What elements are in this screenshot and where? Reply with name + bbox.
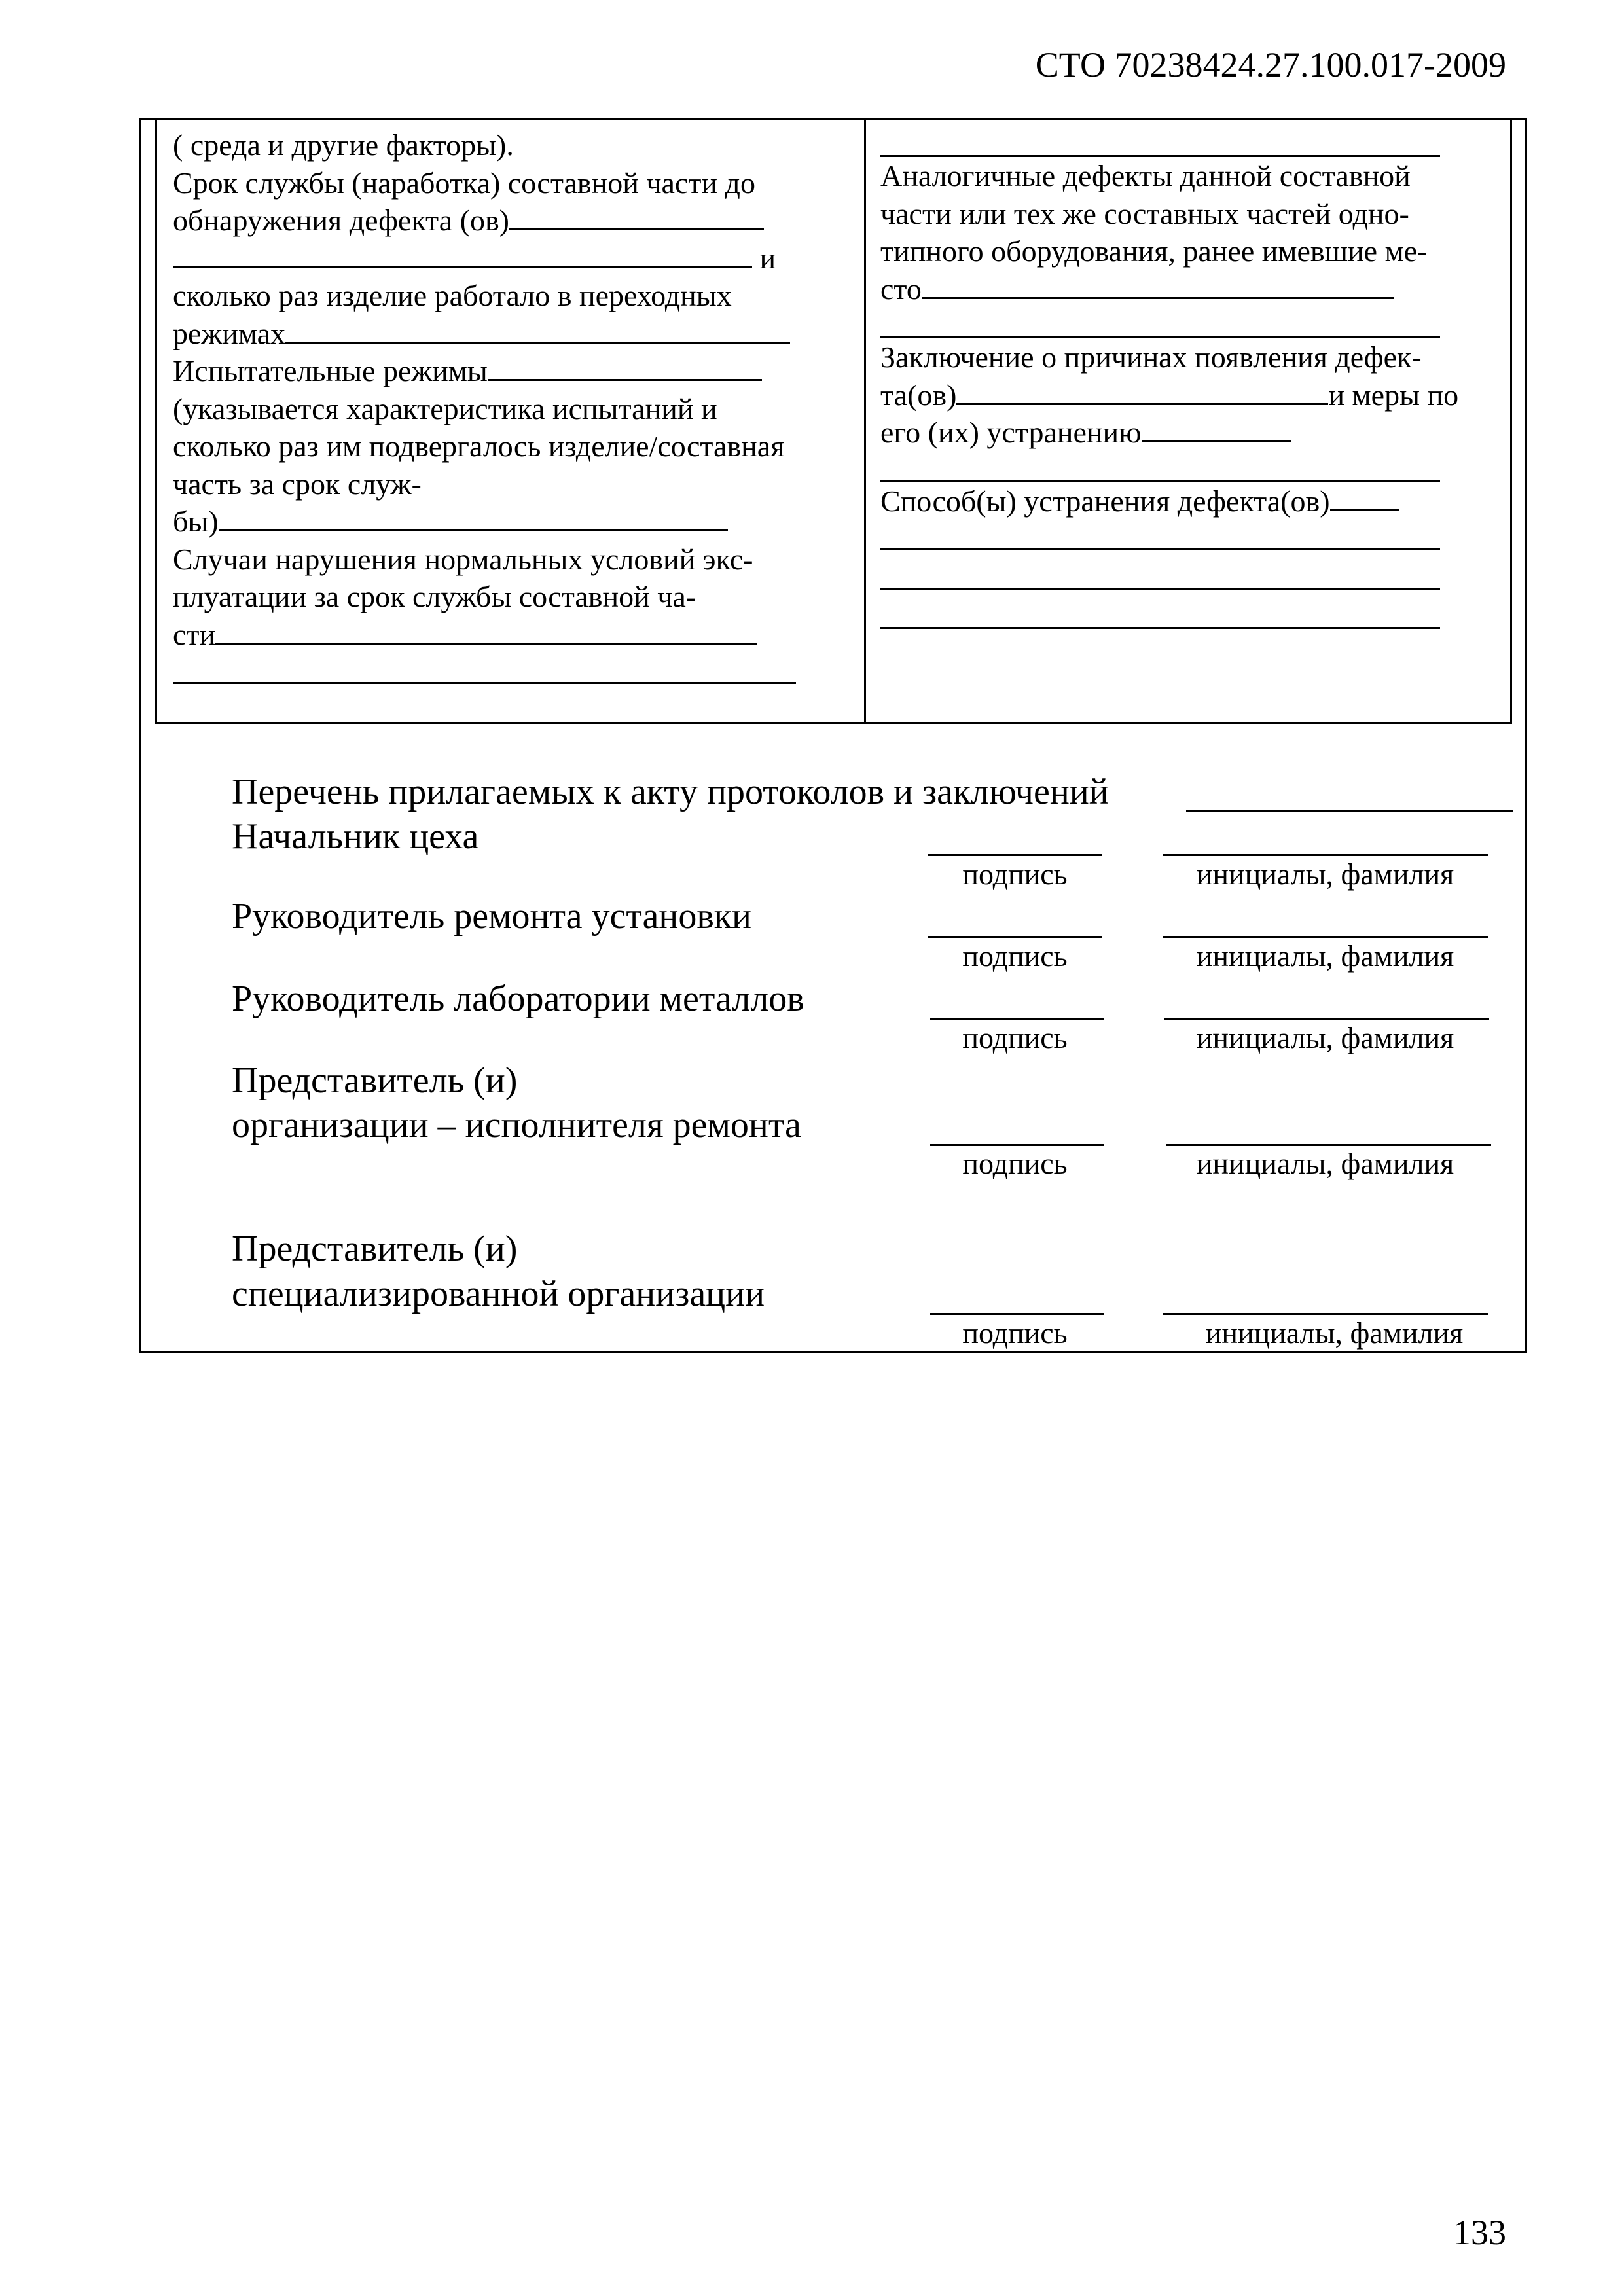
text-line: часть за срок служ- — [173, 467, 422, 501]
cause-conclusion-field[interactable] — [956, 377, 1328, 405]
right-cell — [880, 126, 1502, 629]
name-field-repair-manager[interactable] — [1163, 936, 1488, 938]
name-field-shop-head[interactable] — [1163, 854, 1488, 856]
elimination-method-field-4[interactable] — [880, 598, 1440, 629]
signatory-label-repair-manager: Руководитель ремонта установки — [232, 896, 751, 937]
text-line: (указывается характеристика испытаний и — [173, 391, 717, 425]
name-field-specialized-org-rep[interactable] — [1163, 1313, 1488, 1315]
name-caption: инициалы, фамилия — [1196, 1147, 1454, 1180]
text-line: Способ(ы) устранения дефекта(ов) — [880, 484, 1330, 518]
service-life-continuation-row — [173, 240, 854, 278]
test-modes-continuation-row — [173, 503, 854, 541]
cause-conclusion-row — [880, 376, 1502, 414]
elimination-method-field-2[interactable] — [880, 520, 1440, 550]
text-line: типного оборудования, ранее имевшие ме- — [880, 234, 1428, 268]
test-modes-field[interactable] — [488, 353, 762, 381]
name-field-metals-lab-head[interactable] — [1164, 1018, 1489, 1020]
text-line: Испытательные режимы — [173, 354, 488, 387]
signatory-label-specialized-org-rep-line1: Представитель (и) — [232, 1229, 518, 1269]
elimination-method-field-3[interactable] — [880, 559, 1440, 590]
attachments-label: Перечень прилагаемых к акту протоколов и заключений — [232, 772, 1109, 812]
signatory-label-shop-head: Начальник цеха — [232, 816, 479, 857]
document-code-header: СТО 70238424.27.100.017-2009 — [1035, 45, 1506, 84]
preceding-field-end[interactable] — [880, 126, 1440, 157]
elimination-method-row — [880, 482, 1502, 520]
attachments-field[interactable] — [1186, 810, 1513, 812]
text-line: сколько раз им подвергалось изделие/составная — [173, 429, 785, 463]
defect-details-table — [155, 118, 1512, 724]
text-line: сколько раз изделие работало в переходных — [173, 279, 732, 312]
signature-field-contractor-rep[interactable] — [930, 1144, 1104, 1146]
elimination-measures-field[interactable] — [1142, 414, 1291, 442]
name-caption: инициалы, фамилия — [1196, 939, 1454, 973]
page-number: 133 — [1453, 2213, 1506, 2252]
name-caption: инициалы, фамилия — [1196, 857, 1454, 891]
text-line: сти — [173, 617, 216, 651]
signature-caption: подпись — [962, 1147, 1068, 1180]
name-field-contractor-rep[interactable] — [1166, 1144, 1491, 1146]
similar-defects-field[interactable] — [922, 271, 1394, 299]
service-life-field-continued[interactable] — [173, 240, 752, 268]
signatory-label-specialized-org-rep-line2: специализированной организации — [232, 1274, 765, 1314]
signature-caption: подпись — [962, 939, 1068, 973]
column-divider — [864, 120, 866, 722]
name-caption: инициалы, фамилия — [1205, 1316, 1464, 1350]
left-cell — [173, 126, 854, 684]
text-line: плуатации за срок службы составной ча- — [173, 580, 696, 613]
text-line: Аналогичные дефекты данной составной — [880, 159, 1411, 192]
signature-field-specialized-org-rep[interactable] — [930, 1313, 1104, 1315]
signature-caption: подпись — [962, 1316, 1068, 1350]
elimination-method-field[interactable] — [1330, 483, 1399, 511]
violations-row — [173, 616, 854, 654]
text-line: и меры по — [1328, 378, 1459, 412]
name-caption: инициалы, фамилия — [1196, 1021, 1454, 1054]
text-line: ( среда и другие факторы). — [173, 128, 514, 162]
elimination-measures-row — [880, 414, 1502, 452]
text-line: Заключение о причинах появления дефек- — [880, 340, 1422, 374]
signatory-label-contractor-rep-line2: организации – исполнителя ремонта — [232, 1105, 801, 1145]
text-line: Срок службы (наработка) составной части до — [173, 166, 755, 200]
transient-modes-field[interactable] — [285, 315, 790, 344]
text-line: его (их) устранению — [880, 416, 1142, 449]
elimination-measures-field-continued[interactable] — [880, 452, 1440, 482]
signatory-label-metals-lab-head: Руководитель лаборатории металлов — [232, 978, 804, 1019]
text-line: обнаружения дефекта (ов) — [173, 204, 509, 237]
text-line: Случаи нарушения нормальных условий экс- — [173, 542, 753, 576]
signature-caption: подпись — [962, 1021, 1068, 1054]
signatory-label-contractor-rep-line1: Представитель (и) — [232, 1060, 518, 1101]
test-modes-row — [173, 352, 854, 390]
violations-field-continued[interactable] — [173, 653, 796, 684]
violations-field[interactable] — [215, 617, 757, 645]
similar-defects-row — [880, 270, 1502, 308]
signature-field-metals-lab-head[interactable] — [930, 1018, 1104, 1020]
service-life-row — [173, 202, 854, 240]
text-line: части или тех же составных частей одно- — [880, 196, 1409, 230]
text-line: бы) — [173, 505, 219, 538]
text-line: сто — [880, 272, 922, 306]
test-modes-field-continued[interactable] — [219, 503, 728, 531]
transient-modes-row — [173, 315, 854, 353]
signature-field-repair-manager[interactable] — [928, 936, 1102, 938]
signature-field-shop-head[interactable] — [928, 854, 1102, 856]
text-line: режимах — [173, 316, 286, 350]
service-life-field[interactable] — [509, 202, 764, 230]
signature-caption: подпись — [962, 857, 1068, 891]
text-line: та(ов) — [880, 378, 957, 412]
similar-defects-field-continued[interactable] — [880, 308, 1440, 338]
text-line: и — [759, 241, 776, 275]
